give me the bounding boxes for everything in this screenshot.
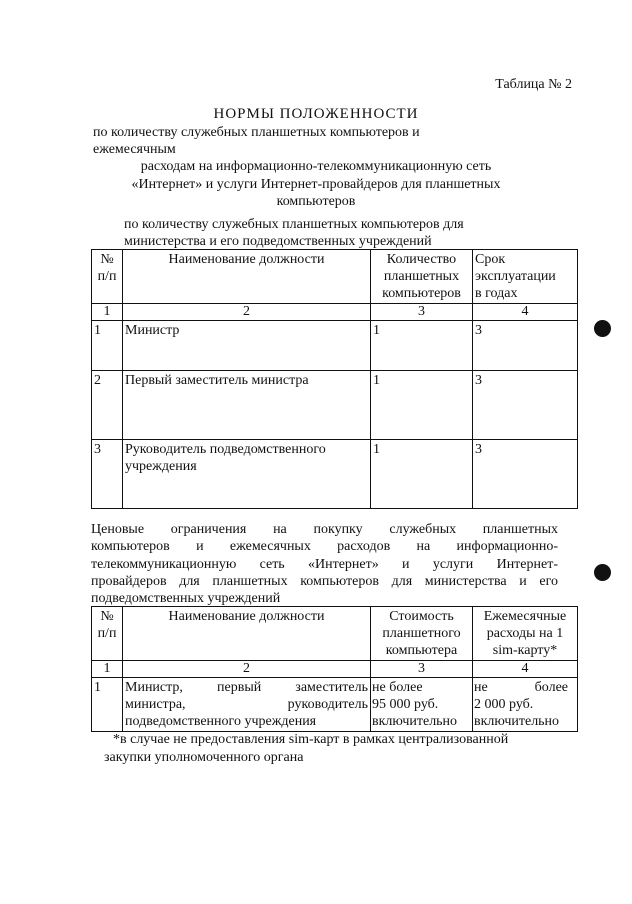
- row-num: 3: [92, 440, 123, 509]
- header-monthly: Ежемесячные расходы на 1 sim-карту*: [473, 607, 578, 661]
- row-quantity: 1: [371, 440, 473, 509]
- footnote-line-1: *в случае не предоставления sim-карт в рамках централизованной: [113, 732, 509, 747]
- column-number-row: [92, 661, 578, 678]
- row-monthly: не более 2 000 руб. включительно: [473, 678, 578, 732]
- row-term: 3: [473, 371, 578, 440]
- price-table: [91, 606, 578, 732]
- price-paragraph-line-3: телекоммуникационную сеть «Интернет» и услуги Интернет-: [91, 557, 558, 572]
- subtitle-line-1: по количеству служебных планшетных компьютеров и: [93, 125, 420, 140]
- col-number: 2: [123, 661, 371, 678]
- price-paragraph-line-5: подведомственных учреждений: [91, 591, 281, 606]
- table-header-row: [92, 250, 578, 304]
- price-paragraph-line-1: Ценовые ограничения на покупку служебных планшетных: [91, 522, 558, 537]
- col-number: 4: [473, 661, 578, 678]
- row-term: 3: [473, 440, 578, 509]
- table-row: [92, 371, 578, 440]
- col-number: 1: [92, 304, 123, 321]
- binder-hole-mark: [594, 564, 611, 581]
- table1-caption-line-1: по количеству служебных планшетных компьютеров для: [124, 217, 464, 232]
- row-num: 1: [92, 321, 123, 371]
- row-num: 2: [92, 371, 123, 440]
- subtitle-line-2: ежемесячным: [93, 142, 176, 157]
- header-position: Наименование должности: [123, 607, 371, 661]
- row-position: Руководитель подведомственного учреждения: [123, 440, 371, 509]
- col-number: 4: [473, 304, 578, 321]
- row-quantity: 1: [371, 321, 473, 371]
- header-position: Наименование должности: [123, 250, 371, 304]
- page-title: НОРМЫ ПОЛОЖЕННОСТИ: [213, 106, 419, 122]
- header-quantity: Количество планшетных компьютеров: [371, 250, 473, 304]
- price-paragraph-line-2: компьютеров и ежемесячных расходов на информационно-: [91, 539, 558, 554]
- row-position: Министр: [123, 321, 371, 371]
- table-row: [92, 321, 578, 371]
- table1-caption-line-2: министерства и его подведомственных учреждений: [124, 234, 432, 249]
- row-position: Первый заместитель министра: [123, 371, 371, 440]
- col-number: 3: [371, 661, 473, 678]
- table-label: Таблица № 2: [495, 77, 572, 92]
- row-term: 3: [473, 321, 578, 371]
- table-row: [92, 678, 578, 732]
- row-cost: не более 95 000 руб. включительно: [371, 678, 473, 732]
- header-num: № п/п: [92, 607, 123, 661]
- norms-table: [91, 249, 578, 509]
- column-number-row: [92, 304, 578, 321]
- header-cost: Стоимость планшетного компьютера: [371, 607, 473, 661]
- price-paragraph-line-4: провайдеров для планшетных компьютеров для министерства и его: [91, 574, 558, 589]
- subtitle-line-4: «Интернет» и услуги Интернет-провайдеров для планшетных: [131, 177, 501, 192]
- row-num: 1: [92, 678, 123, 732]
- table-header-row: [92, 607, 578, 661]
- col-number: 3: [371, 304, 473, 321]
- footnote-line-2: закупки уполномоченного органа: [104, 750, 304, 765]
- header-term: Срок эксплуатации в годах: [473, 250, 578, 304]
- row-quantity: 1: [371, 371, 473, 440]
- col-number: 1: [92, 661, 123, 678]
- binder-hole-mark: [594, 320, 611, 337]
- row-position: Министр, первый заместитель министра, руководитель подведомственного учреждения: [123, 678, 371, 732]
- subtitle-line-5: компьютеров: [276, 194, 356, 209]
- subtitle-line-3: расходам на информационно-телекоммуникационную сеть: [140, 159, 492, 174]
- col-number: 2: [123, 304, 371, 321]
- table-row: [92, 440, 578, 509]
- header-num: № п/п: [92, 250, 123, 304]
